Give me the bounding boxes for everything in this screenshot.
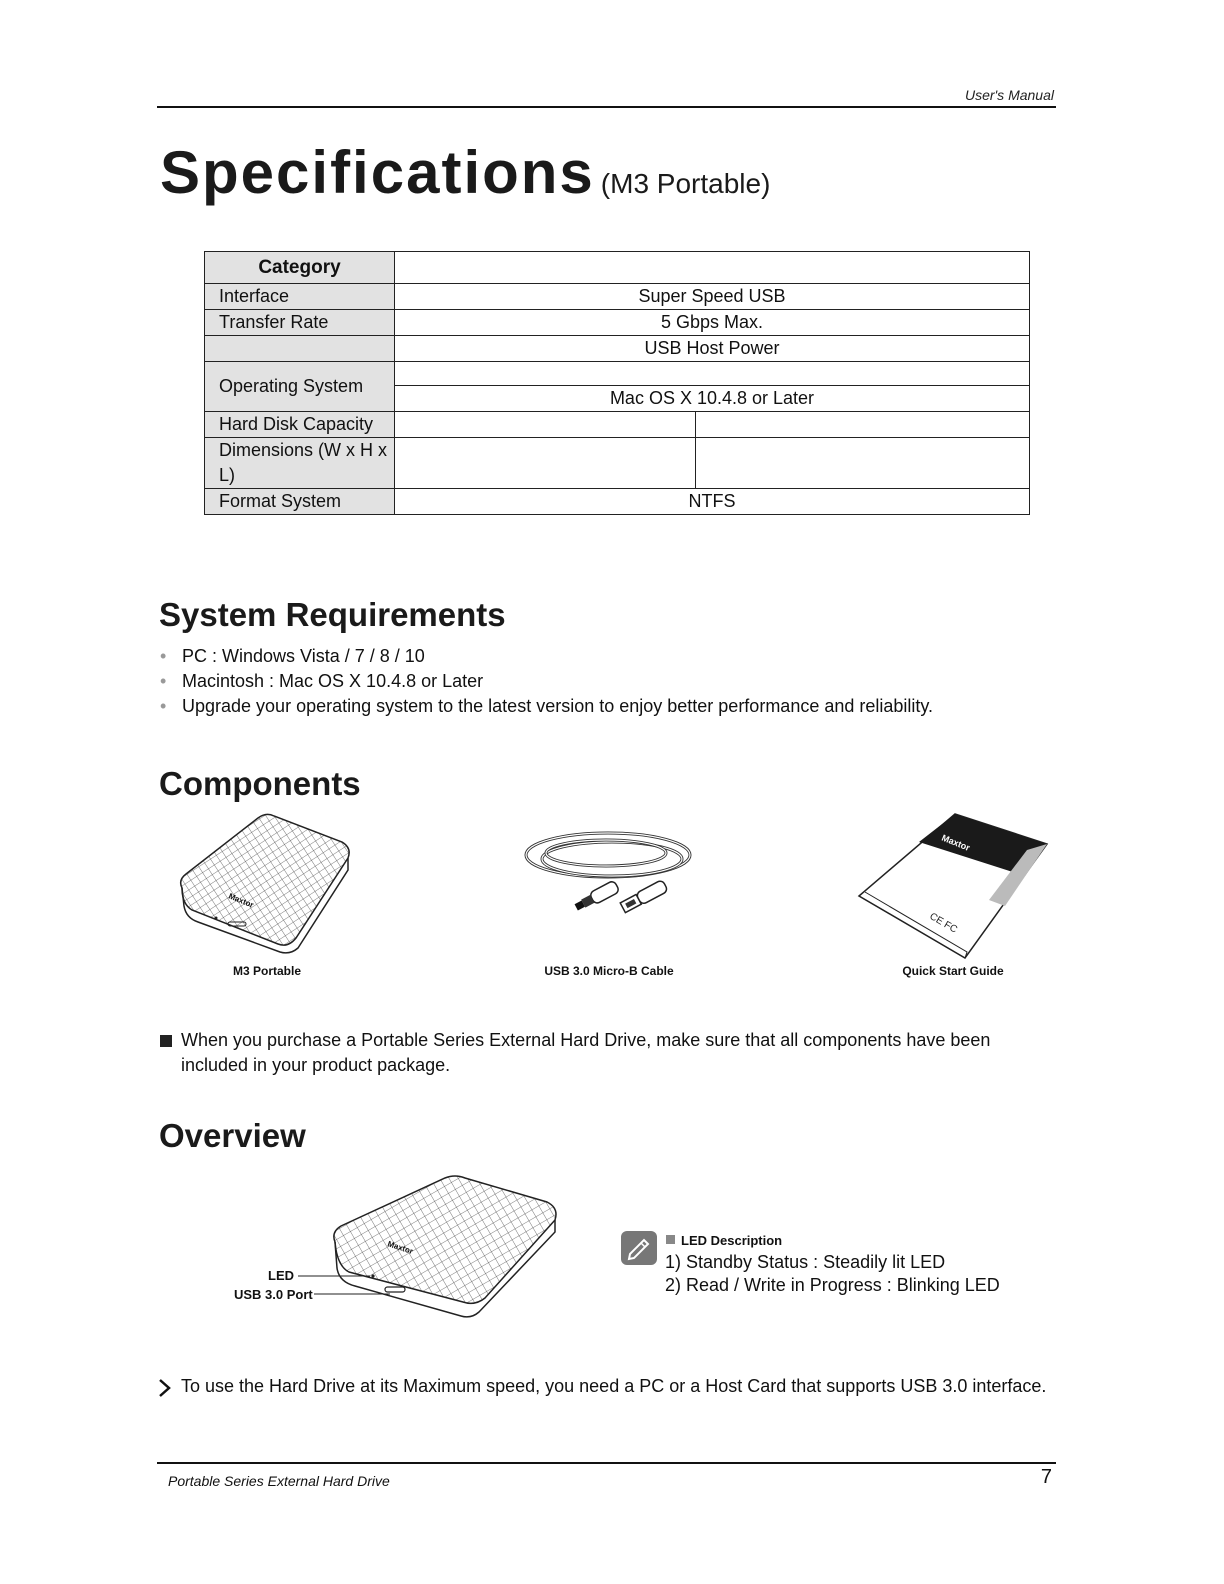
category-header: Category [205, 252, 395, 284]
brand-mark: Maxtor [227, 891, 255, 910]
table-cell [395, 412, 696, 438]
table-cell [696, 438, 1030, 489]
usb3-tip: To use the Hard Drive at its Maximum speed, you need a PC or a Host Card that supports USB 3.0 interface. [181, 1376, 1047, 1396]
system-requirements-heading: System Requirements [159, 596, 506, 633]
spec-table [204, 251, 1030, 515]
footer-title: Portable Series External Hard Drive [168, 1473, 390, 1489]
page-title-main: Specifications [160, 139, 595, 206]
header-rule [157, 106, 1056, 108]
row-label-interface: Interface [205, 284, 395, 310]
components-note: When you purchase a Portable Series External Hard Drive, make sure that all components have been included in your product package. [181, 1030, 991, 1075]
table-row [205, 284, 1030, 310]
list-item: • PC : Windows Vista / 7 / 8 / 10 [160, 644, 933, 669]
row-label-dimensions: Dimensions (W x H x L) [205, 438, 395, 489]
hard-drive-illustration [170, 810, 360, 955]
row-value-os-1 [395, 362, 1030, 386]
row-value-format: NTFS [395, 489, 1030, 515]
callout-usb-port: USB 3.0 Port [234, 1287, 313, 1302]
callout-lines [290, 1268, 400, 1298]
row-label-os: Operating System [205, 362, 395, 412]
note-pencil-icon [620, 1230, 658, 1266]
quick-start-guide-illustration [855, 810, 1050, 960]
page-number: 7 [1040, 1466, 1052, 1488]
brand-mark: Maxtor [386, 1239, 415, 1257]
table-row [205, 310, 1030, 336]
brand-mark: Maxtor [940, 832, 972, 853]
callout-led: LED [268, 1268, 294, 1283]
row-value-interface: Super Speed USB [395, 284, 1030, 310]
manual-label: User's Manual [964, 87, 1054, 103]
table-cell [395, 252, 1030, 284]
table-cell [696, 412, 1030, 438]
component-label-cable: USB 3.0 Micro-B Cable [544, 964, 674, 978]
system-requirements-list [160, 644, 933, 719]
row-value-os-2: Mac OS X 10.4.8 or Later [395, 386, 1030, 412]
table-cell [395, 438, 696, 489]
table-row [205, 412, 1030, 438]
usb-cable-illustration [520, 825, 700, 925]
component-label-drive: M3 Portable [232, 964, 301, 978]
table-row [205, 336, 1030, 362]
row-label-format: Format System [205, 489, 395, 515]
page-title-sub: (M3 Portable) [600, 168, 771, 199]
led-description-line: 2) Read / Write in Progress : Blinking LED [665, 1275, 1000, 1295]
overview-drive-illustration [325, 1172, 565, 1322]
row-value-transfer-rate: 5 Gbps Max. [395, 310, 1030, 336]
row-value-power: USB Host Power [395, 336, 1030, 362]
table-row [205, 362, 1030, 386]
led-description-line: 1) Standby Status : Steadily lit LED [665, 1252, 946, 1272]
page-title [160, 138, 770, 207]
row-label-transfer-rate: Transfer Rate [205, 310, 395, 336]
list-item: • Upgrade your operating system to the latest version to enjoy better performance and reliability. [160, 694, 933, 719]
row-label-capacity: Hard Disk Capacity [205, 412, 395, 438]
list-item: • Macintosh : Mac OS X 10.4.8 or Later [160, 669, 933, 694]
note-square-icon [160, 1035, 172, 1047]
table-row [205, 489, 1030, 515]
components-heading: Components [159, 765, 361, 802]
row-label-power [205, 336, 395, 362]
table-row [205, 438, 1030, 489]
led-square-icon [666, 1235, 675, 1244]
footer-rule [157, 1462, 1056, 1464]
table-row [205, 252, 1030, 284]
chevron-right-icon [158, 1378, 172, 1398]
component-label-guide: Quick Start Guide [902, 964, 1004, 978]
svg-text:CE FC: CE FC [927, 911, 959, 936]
overview-heading: Overview [159, 1117, 306, 1154]
led-description-title: LED Description [681, 1233, 783, 1248]
